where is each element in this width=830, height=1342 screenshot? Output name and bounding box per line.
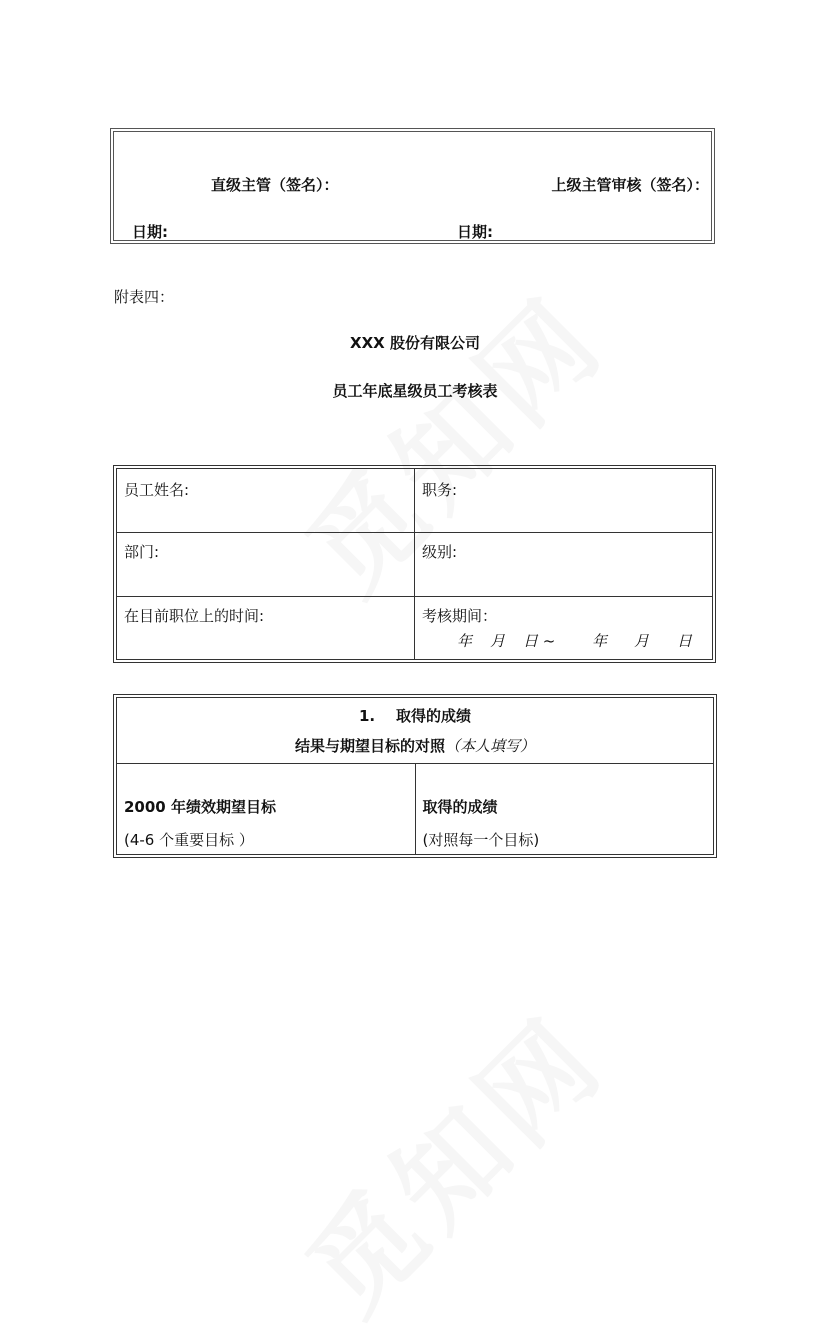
expected-goals-cell [117, 764, 416, 855]
position-label: 职务: [422, 481, 458, 499]
section-subtitle [117, 735, 713, 756]
appendix-label: 附表四： [114, 288, 175, 306]
achieved-results-cell [415, 764, 714, 855]
employee-info-table [113, 465, 716, 663]
period-month-start: 月 [490, 632, 506, 650]
company-name: XXX 股份有限公司 [350, 334, 480, 352]
achievements-header-cell [117, 698, 714, 764]
period-year-start: 年 [457, 632, 473, 650]
achieved-results-heading: 取得的成绩 [422, 798, 498, 816]
section-number: 1. [358, 707, 376, 725]
achieved-results-note: (对照每一个目标) [422, 831, 540, 849]
watermark-bottom [267, 976, 633, 1342]
level-cell [415, 533, 713, 597]
section-title: 取得的成绩 [396, 707, 472, 725]
time-in-position-label: 在目前职位上的时间: [124, 607, 265, 625]
period-day-start: 日 ~ [523, 632, 556, 650]
review-period-cell [415, 597, 713, 660]
period-year-end: 年 [592, 632, 608, 650]
section-heading [117, 705, 713, 726]
period-month-end: 月 [634, 632, 650, 650]
employee-name-label: 员工姓名: [124, 481, 190, 499]
position-cell [415, 469, 713, 533]
expected-goals-note: (4-6 个重要目标 ） [124, 831, 254, 849]
form-title: 员工年底星级员工考核表 [332, 382, 498, 400]
review-period-label: 考核期间： [422, 607, 498, 625]
subtitle-text: 结果与期望目标的对照 [294, 737, 445, 755]
department-cell [117, 533, 415, 597]
employee-name-cell [117, 469, 415, 533]
direct-supervisor-label: 直级主管（签名）： [211, 176, 339, 194]
time-in-position-cell [117, 597, 415, 660]
date-right-label: 日期: [457, 223, 493, 241]
subtitle-note: （本人填写） [445, 737, 536, 755]
period-day-end: 日 [677, 632, 693, 650]
achievements-table [113, 694, 717, 858]
date-left-label: 日期: [132, 223, 168, 241]
period-range [422, 630, 712, 654]
level-label: 级别: [422, 543, 458, 561]
department-label: 部门: [124, 543, 160, 561]
senior-supervisor-label: 上级主管审核（签名）： [551, 176, 709, 194]
expected-goals-heading: 2000 年绩效期望目标 [124, 798, 276, 816]
signature-box [113, 131, 712, 241]
